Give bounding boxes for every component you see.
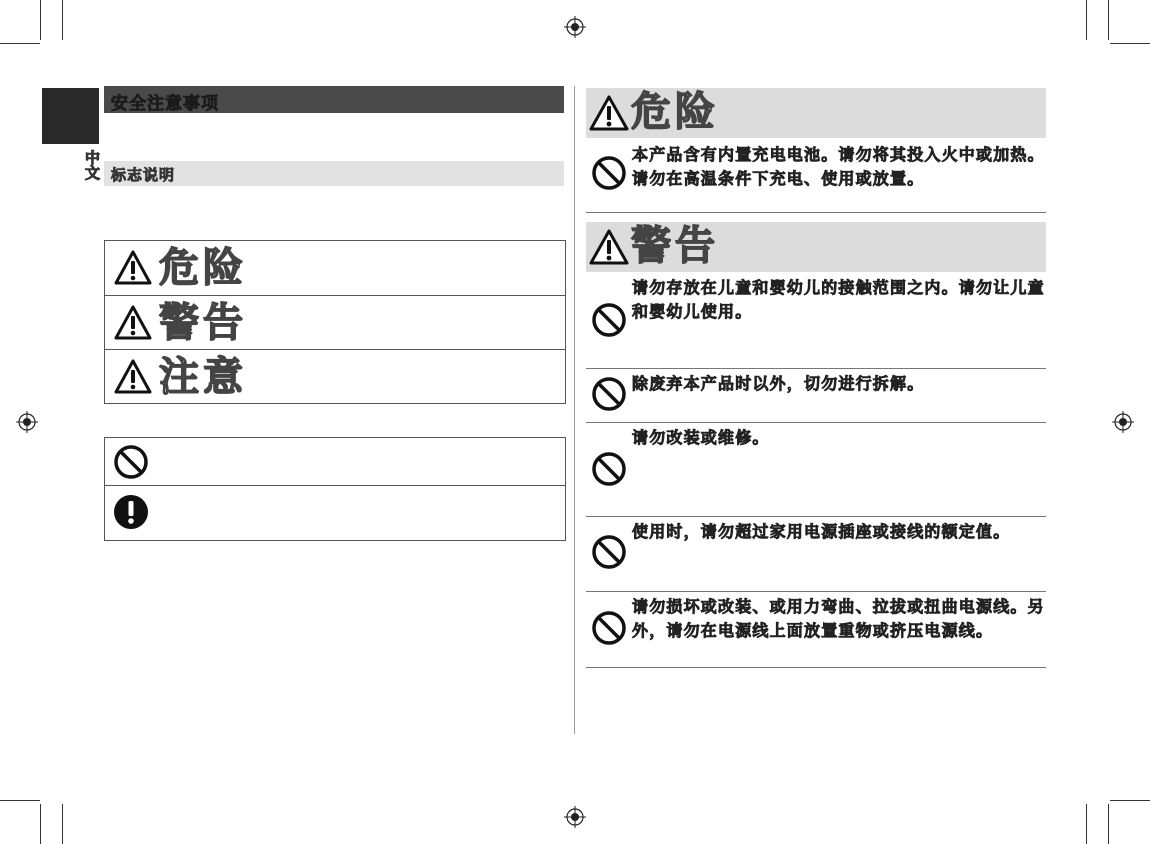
legend-label-danger: 危险	[159, 245, 247, 291]
prohibition-icon	[591, 376, 627, 412]
registration-mark-icon	[1112, 411, 1134, 433]
crop-mark	[0, 800, 40, 801]
warning-triangle-icon	[113, 249, 153, 286]
danger-item-text: 本产品含有内置充电电池。请勿将其投入火中或加热。请勿在高温条件下充电、使用或放置。	[632, 145, 1045, 188]
subsection-title: 标志说明	[111, 166, 176, 184]
prohibition-icon	[591, 451, 627, 487]
crop-mark	[1110, 43, 1150, 44]
registration-mark-icon	[564, 16, 586, 38]
prohibition-icon	[591, 302, 627, 338]
language-label: 中文	[83, 150, 101, 180]
column-divider	[574, 86, 575, 734]
warning-triangle-icon	[588, 228, 630, 266]
item-divider	[586, 368, 1046, 369]
section-divider	[586, 667, 1046, 668]
crop-mark	[1110, 800, 1150, 801]
legend-row-danger	[105, 241, 565, 296]
crop-mark	[1108, 804, 1109, 844]
warning-item-text: 除废弃本产品时以外，切勿进行拆解。	[632, 374, 925, 393]
registration-mark-icon	[564, 806, 586, 828]
crop-mark	[1086, 0, 1087, 40]
warning-item-text: 请勿改装或维修。	[632, 428, 770, 447]
warning-item-text: 请勿存放在儿童和婴幼儿的接触范围之内。请勿让儿童和婴幼儿使用。	[632, 278, 1045, 321]
prohibition-icon	[591, 155, 627, 191]
subsection-heading	[104, 161, 564, 186]
warning-item-text: 使用时，请勿超过家用电源插座或接线的额定值。	[632, 522, 1011, 541]
registration-mark-icon	[16, 411, 38, 433]
warning-triangle-icon	[113, 358, 153, 395]
section-heading	[104, 86, 564, 113]
warning-triangle-icon	[113, 304, 153, 341]
item-divider	[586, 422, 1046, 423]
legend-row-warning	[105, 296, 565, 350]
section-title: 安全注意事项	[111, 94, 219, 114]
legend-row-prohibition	[105, 438, 565, 486]
prohibition-icon	[591, 610, 627, 646]
warning-heading	[586, 222, 1046, 272]
section-divider	[586, 212, 1046, 213]
item-divider	[586, 591, 1046, 592]
crop-mark	[0, 43, 40, 44]
prohibition-icon	[591, 534, 627, 570]
legend-row-mandatory	[105, 486, 565, 540]
hazard-level-legend	[104, 240, 566, 404]
danger-heading	[586, 88, 1046, 138]
crop-mark	[62, 0, 63, 40]
mandatory-action-icon	[113, 494, 149, 530]
item-divider	[586, 516, 1046, 517]
legend-label-caution: 注意	[159, 354, 247, 400]
warning-item-text: 请勿损坏或改装、或用力弯曲、拉拔或扭曲电源线。另外，请勿在电源线上面放置重物或挤压电源线。	[632, 597, 1045, 640]
danger-title: 危险	[631, 89, 719, 135]
crop-mark	[40, 0, 41, 40]
crop-mark	[40, 804, 41, 844]
legend-label-warning: 警告	[159, 300, 247, 346]
crop-mark	[1108, 0, 1109, 40]
crop-mark	[62, 804, 63, 844]
crop-mark	[1086, 804, 1087, 844]
warning-triangle-icon	[588, 94, 630, 132]
warning-title: 警告	[631, 223, 719, 269]
prohibition-icon	[113, 444, 149, 480]
language-tab	[42, 88, 99, 144]
symbol-marks-legend	[104, 437, 566, 541]
legend-row-caution	[105, 350, 565, 403]
